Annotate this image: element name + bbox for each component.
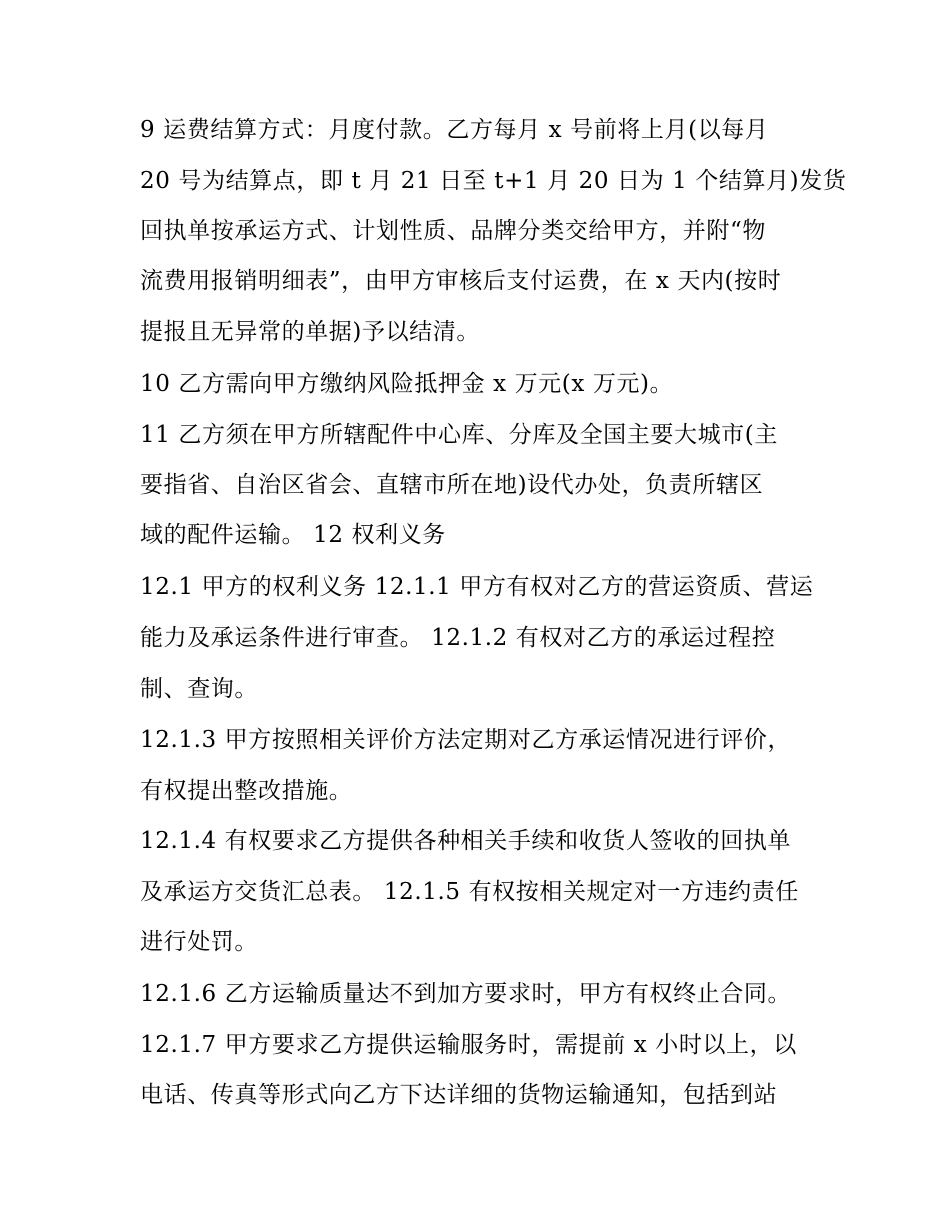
text-line: 11 乙方须在甲方所辖配件中心库、分库及全国主要大城市(主 (140, 422, 778, 448)
text-line: 制、查询。 (140, 676, 258, 702)
text-line: 流费用报销明细表”，由甲方审核后支付运费，在 x 天内(按时 (140, 268, 782, 294)
text-line: 12.1.6 乙方运输质量达不到加方要求时，甲方有权终止合同。 (140, 981, 792, 1007)
text-line: 9 运费结算方式：月度付款。乙方每月 x 号前将上月(以每月 (140, 117, 769, 143)
text-line: 有权提出整改措施。 (140, 778, 353, 804)
text-line: 进行处罚。 (140, 929, 258, 955)
text-line: 电话、传真等形式向乙方下达详细的货物运输通知，包括到站 (140, 1082, 778, 1108)
text-line: 10 乙方需向甲方缴纳风险抵押金 x 万元(x 万元)。 (140, 371, 674, 397)
text-line: 域的配件运输。 12 权利义务 (140, 522, 446, 548)
text-line: 12.1.4 有权要求乙方提供各种相关手续和收货人签收的回执单 (140, 828, 792, 854)
text-line: 12.1.3 甲方按照相关评价方法定期对乙方承运情况进行评价， (140, 727, 792, 753)
text-line: 提报且无异常的单据)予以结清。 (140, 319, 480, 345)
text-line: 及承运方交货汇总表。 12.1.5 有权按相关规定对一方违约责任 (140, 879, 799, 905)
text-line: 能力及承运条件进行审查。 12.1.2 有权对乙方的承运过程控 (140, 625, 776, 651)
text-line: 回执单按承运方式、计划性质、品牌分类交给甲方，并附“物 (140, 218, 766, 244)
text-line: 12.1.7 甲方要求乙方提供运输服务时，需提前 x 小时以上，以 (140, 1032, 797, 1058)
text-line: 20 号为结算点，即 t 月 21 日至 t+1 月 20 日为 1 个结算月)发货 (140, 168, 847, 194)
text-line: 12.1 甲方的权利义务 12.1.1 甲方有权对乙方的营运资质、营运 (140, 574, 814, 600)
text-line: 要指省、自治区省会、直辖市所在地)设代办处，负责所辖区 (140, 472, 764, 498)
